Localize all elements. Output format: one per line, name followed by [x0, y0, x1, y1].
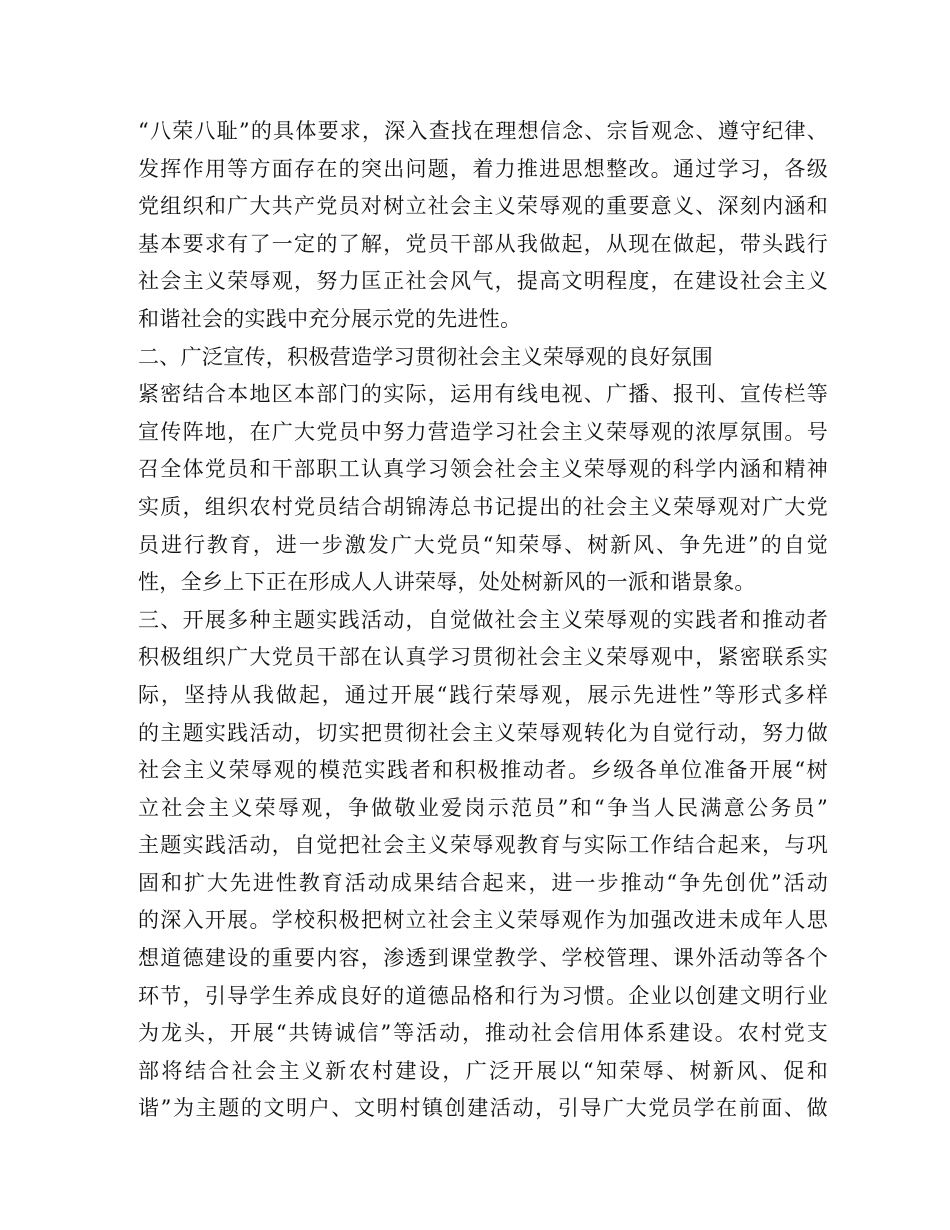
text-line: 固和扩大先进性教育活动成果结合起来，进一步推动“争先创优”活动	[138, 870, 828, 895]
text-line: 二、广泛宣传，积极营造学习贯彻社会主义荣辱观的良好氛围	[138, 344, 714, 369]
text-line: 立社会主义荣辱观，争做敬业爱岗示范员”和“争当人民满意公务员”	[138, 795, 828, 820]
text-line: 实质，组织农村党员结合胡锦涛总书记提出的社会主义荣辱观对广大党	[138, 494, 828, 519]
text-line: 部将结合社会主义新农村建设，广泛开展以“知荣辱、树新风、促和	[138, 1058, 828, 1083]
text-line: 社会主义荣辱观，努力匡正社会风气，提高文明程度，在建设社会主义	[138, 269, 828, 294]
document-body	[138, 113, 828, 1128]
text-line: 主题实践活动，自觉把社会主义荣辱观教育与实际工作结合起来，与巩	[138, 833, 828, 858]
text-line: 的主题实践活动，切实把贯彻社会主义荣辱观转化为自觉行动，努力做	[138, 720, 828, 745]
text-line: 谐”为主题的文明户、文明村镇创建活动，引导广大党员学在前面、做	[138, 1096, 828, 1121]
text-line: 性，全乡上下正在形成人人讲荣辱，处处树新风的一派和谐景象。	[138, 570, 756, 595]
text-line: 三、开展多种主题实践活动，自觉做社会主义荣辱观的实践者和推动者	[138, 607, 828, 632]
text-line: 基本要求有了一定的了解，党员干部从我做起，从现在做起，带头践行	[138, 231, 828, 256]
text-line: 社会主义荣辱观的模范实践者和积极推动者。乡级各单位准备开展“树	[138, 758, 828, 783]
text-line: 宣传阵地，在广大党员中努力营造学习社会主义荣辱观的浓厚氛围。号	[138, 419, 828, 444]
text-line: 想道德建设的重要内容，渗透到课堂教学、学校管理、课外活动等各个	[138, 946, 828, 971]
text-line: “八荣八耻”的具体要求，深入查找在理想信念、宗旨观念、遵守纪律、	[138, 119, 828, 143]
text-line: 为龙头，开展“共铸诚信”等活动，推动社会信用体系建设。农村党支	[138, 1021, 828, 1046]
text-line: 际，坚持从我做起，通过开展“践行荣辱观，展示先进性”等形式多样	[138, 682, 828, 707]
text-line: 的深入开展。学校积极把树立社会主义荣辱观作为加强改进未成年人思	[138, 908, 828, 933]
text-line: 环节，引导学生养成良好的道德品格和行为习惯。企业以创建文明行业	[138, 983, 828, 1008]
text-line: 发挥作用等方面存在的突出问题，着力推进思想整改。通过学习，各级	[138, 156, 828, 181]
text-line: 员进行教育，进一步激发广大党员“知荣辱、树新风、争先进”的自觉	[138, 532, 828, 557]
text-line: 紧密结合本地区本部门的实际，运用有线电视、广播、报刊、宣传栏等	[138, 382, 828, 407]
text-line: 和谐社会的实践中充分展示党的先进性。	[138, 306, 522, 331]
text-line: 积极组织广大党员干部在认真学习贯彻社会主义荣辱观中，紧密联系实	[138, 645, 828, 670]
text-line: 党组织和广大共产党员对树立社会主义荣辱观的重要意义、深刻内涵和	[138, 194, 828, 219]
text-line: 召全体党员和干部职工认真学习领会社会主义荣辱观的科学内涵和精神	[138, 457, 828, 482]
